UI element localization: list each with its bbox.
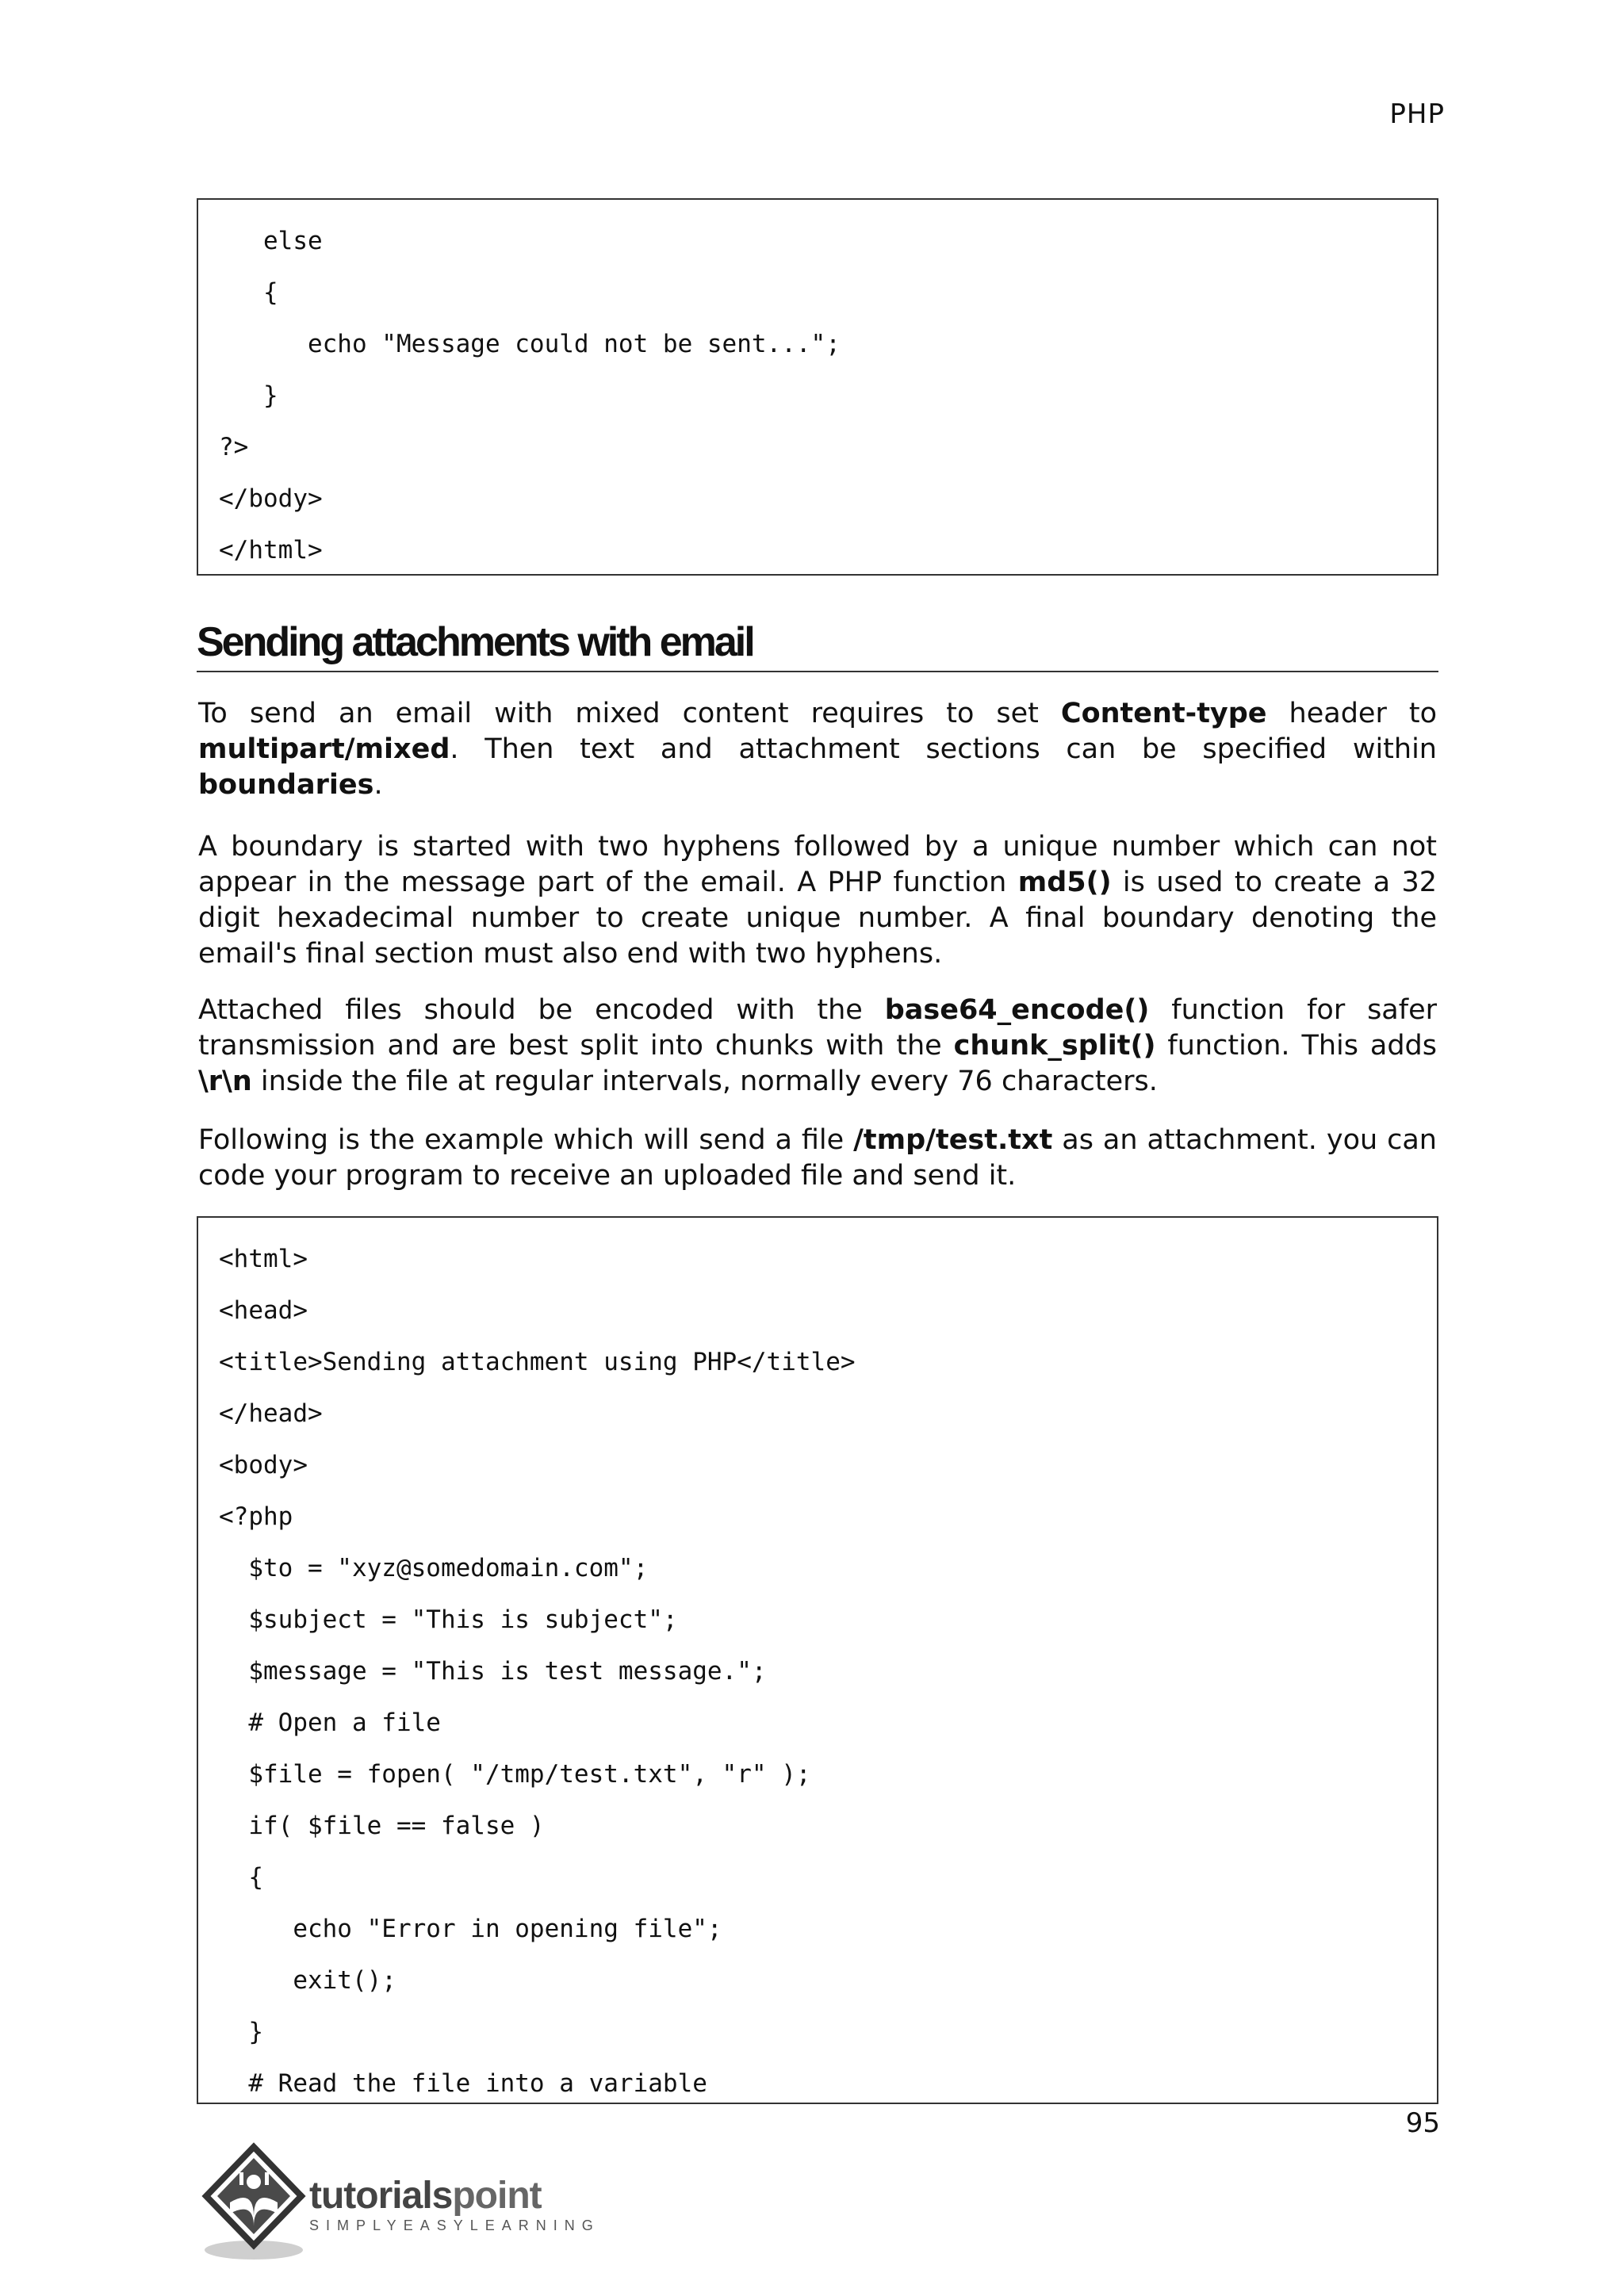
code-line: } [219, 2018, 263, 2046]
text-run: Following is the example which will send a file [198, 1124, 854, 1156]
code-line: { [219, 1863, 263, 1892]
paragraph-encoding [198, 993, 1437, 1100]
code-line: <body> [219, 1451, 308, 1479]
code-line: $file = fopen( "/tmp/test.txt", "r" ); [219, 1760, 811, 1789]
code-line: </head> [219, 1399, 323, 1428]
text-run: as an attachment. you can code your program to receive an uploaded file and send it. [198, 1124, 1437, 1192]
logo-word-2: point [452, 2175, 542, 2217]
paragraph-boundary [198, 829, 1437, 972]
paragraph-content-type [198, 696, 1437, 803]
code-line: # Read the file into a variable [219, 2069, 707, 2098]
code-line: ?> [219, 433, 249, 461]
code-block-2 [197, 1216, 1438, 2104]
code-line: { [219, 278, 278, 307]
text-run: . [373, 769, 383, 801]
paragraph-example-intro [198, 1123, 1437, 1194]
code-line: <head> [219, 1296, 308, 1325]
text-run: function for safer transmission and are best split into chunks with the [198, 994, 1437, 1062]
code-line: } [219, 381, 278, 410]
code-line: # Open a file [219, 1709, 441, 1737]
text-run: Attached files should be encoded with the [198, 994, 885, 1026]
text-run: To send an email with mixed content requires to set [198, 698, 1061, 729]
bold-term: Content-type [1060, 698, 1267, 729]
bold-term: /tmp/test.txt [853, 1124, 1053, 1156]
code-line: $message = "This is test message."; [219, 1657, 767, 1686]
code-line: </html> [219, 536, 323, 564]
code-line: exit(); [219, 1966, 396, 1995]
bold-term: chunk_split() [953, 1030, 1156, 1062]
text-run: inside the file at regular intervals, normally every 76 characters. [251, 1066, 1158, 1097]
code-line: else [219, 227, 323, 255]
text-run: function. This adds [1155, 1030, 1437, 1062]
code-line: $to = "xyz@somedomain.com"; [219, 1554, 649, 1582]
bold-term: \r\n [198, 1066, 252, 1097]
bold-term: boundaries [198, 769, 374, 801]
code-block-1 [197, 198, 1438, 576]
page-number: 95 [1405, 2107, 1440, 2139]
code-line: $subject = "This is subject"; [219, 1605, 678, 1634]
code-line: echo "Message could not be sent..."; [219, 330, 841, 358]
code-line: if( $file == false ) [219, 1812, 545, 1840]
book-diamond-icon [198, 2141, 317, 2267]
code-line: </body> [219, 484, 323, 513]
bold-term: base64_encode() [884, 994, 1150, 1026]
tutorialspoint-logo [198, 2141, 611, 2267]
code-line: <title>Sending attachment using PHP</title> [219, 1348, 856, 1376]
logo-tagline: SIMPLYEASYLEARNING [309, 2218, 600, 2233]
section-heading: Sending attachments with email [197, 618, 1438, 672]
logo-word-1: tutorials [309, 2175, 453, 2217]
code-line: <?php [219, 1502, 293, 1531]
text-run: header to [1266, 698, 1437, 729]
page-header-label: PHP [1389, 98, 1445, 130]
bold-term: md5() [1017, 867, 1112, 898]
text-run: . Then text and attachment sections can be specified within [450, 733, 1437, 765]
text-run: A boundary is started with two hyphens followed by a unique number which can not appear in the message part of the email. A PHP function [198, 831, 1437, 898]
bold-term: multipart/mixed [198, 733, 450, 765]
text-run: is used to create a 32 digit hexadecimal number to create unique number. A final boundary denoting the email's final section must also end with two hyphens. [198, 867, 1437, 970]
code-line: echo "Error in opening file"; [219, 1915, 722, 1943]
code-line: <html> [219, 1245, 308, 1273]
